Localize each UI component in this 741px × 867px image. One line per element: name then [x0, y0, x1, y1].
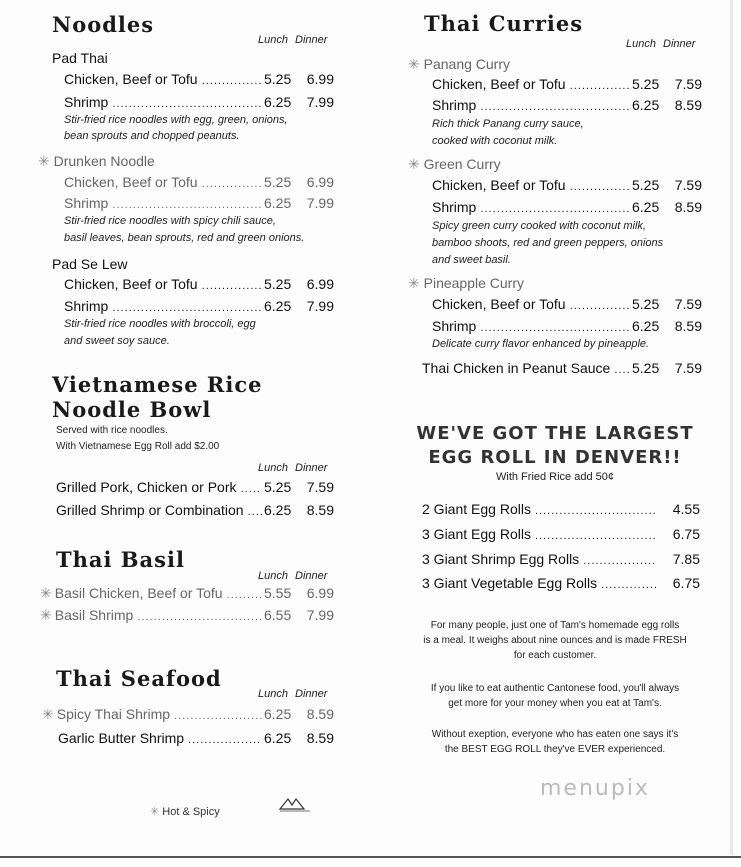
dinner-price: 7.59: [674, 177, 702, 193]
spicy-star-icon: ✳: [38, 153, 50, 169]
menu-row: [432, 197, 702, 217]
legend-hot-spicy: [150, 805, 220, 818]
pad-se-lew-name: Pad Se Lew: [52, 256, 128, 272]
note-line: Without exeption, everyone who has eaten one says it's: [431, 729, 679, 740]
thai-basil-title: Thai Basil: [56, 547, 185, 572]
dinner-price: 7.99: [306, 195, 334, 211]
item-description: Stir-fried rice noodles with broccoli, egg: [64, 318, 256, 330]
dinner-price: 7.59: [306, 479, 334, 495]
dinner-price: 8.59: [674, 97, 702, 113]
row-label: Chicken, Beef or Tofu .....: [64, 276, 262, 292]
lunch-price: 6.25: [264, 94, 292, 110]
lunch-price: 5.25: [264, 71, 292, 87]
eggroll-note-3: [400, 727, 710, 757]
drunken-noodle-name: [38, 151, 155, 171]
menu-row: [422, 358, 702, 378]
lunch-price: 5.25: [632, 177, 660, 193]
dinner-price: 8.59: [306, 706, 334, 722]
dinner-price: 6.99: [306, 174, 334, 190]
vietnamese-title-line1: Vietnamese Rice: [52, 372, 263, 397]
item-description: and sweet soy sauce.: [64, 335, 170, 347]
item-name-text: Green Curry: [423, 156, 501, 172]
note-line: the BEST EGG ROLL they've EVER experienced.: [444, 744, 666, 755]
lunch-price: 6.25: [632, 199, 660, 215]
row-label: Garlic Butter Shrimp .....: [58, 730, 262, 746]
noodles-lunch-header: Lunch: [258, 34, 288, 46]
row-label: Spicy Thai Shrimp .....: [57, 706, 262, 722]
row-label: Shrimp .....: [432, 97, 630, 113]
thai-curries-title: Thai Curries: [424, 11, 584, 36]
row-label: 2 Giant Egg Rolls .....: [422, 501, 656, 517]
lunch-price: 5.55: [264, 585, 292, 601]
lunch-price: 6.25: [264, 195, 292, 211]
eggroll-note-2: [400, 681, 710, 711]
lunch-price: 6.55: [264, 607, 292, 623]
lunch-price: 6.25: [632, 318, 660, 334]
menu-row: [432, 175, 702, 195]
row-label: Chicken, Beef or Tofu .....: [64, 71, 262, 87]
seafood-dinner-header: Dinner: [295, 688, 328, 700]
thai-seafood-title: Thai Seafood: [56, 666, 222, 691]
dinner-price: 6.99: [306, 585, 334, 601]
spicy-star-icon: ✳: [40, 606, 52, 623]
price: 6.75: [672, 575, 700, 591]
curries-lunch-header: Lunch: [626, 38, 656, 50]
vietnamese-lunch-header: Lunch: [258, 462, 288, 474]
note-line: If you like to eat authentic Cantonese food, you'll always: [430, 683, 680, 694]
item-name-text: Pineapple Curry: [423, 275, 525, 291]
menu-row: [432, 294, 702, 314]
dinner-price: 8.59: [674, 199, 702, 215]
item-description: basil leaves, bean sprouts, red and green onions.: [64, 232, 305, 244]
page-edge-shadow: [730, 0, 733, 855]
note-line: for each customer.: [513, 650, 597, 661]
item-description: cooked with coconut milk.: [432, 135, 558, 147]
row-label: Chicken, Beef or Tofu .....: [64, 174, 262, 190]
vietnamese-subtitle: With Vietnamese Egg Roll add $2.00: [56, 441, 220, 452]
lunch-price: 5.25: [264, 174, 292, 190]
dinner-price: 6.99: [306, 276, 334, 292]
menu-row: [64, 172, 334, 192]
dinner-price: 7.99: [306, 94, 334, 110]
spicy-star-icon: ✳: [42, 705, 54, 722]
row-label: Basil Chicken, Beef or Tofu .....: [55, 585, 262, 601]
logo-icon: [278, 795, 312, 815]
spicy-star-icon: ✳: [408, 56, 420, 72]
noodles-title: Noodles: [52, 12, 155, 37]
noodles-dinner-header: Dinner: [295, 34, 328, 46]
lunch-price: 6.25: [632, 97, 660, 113]
note-line: is a meal. It weighs about nine ounces and is made FRESH: [423, 635, 687, 646]
legend-text: Hot & Spicy: [162, 806, 220, 818]
row-label: 3 Giant Shrimp Egg Rolls .....: [422, 551, 656, 567]
menu-row: [42, 704, 334, 724]
row-label: Basil Shrimp .....: [55, 607, 262, 623]
row-label: Chicken, Beef or Tofu .....: [432, 296, 630, 312]
dinner-price: 7.59: [674, 76, 702, 92]
menu-row: [40, 583, 334, 603]
item-name-text: Drunken Noodle: [53, 153, 155, 169]
row-label: Grilled Pork, Chicken or Pork .....: [56, 479, 262, 495]
spicy-star-icon: ✳: [150, 806, 160, 818]
row-label: Shrimp .....: [432, 199, 630, 215]
spicy-star-icon: ✳: [40, 584, 52, 601]
item-description: Rich thick Panang curry sauce,: [432, 118, 584, 130]
lunch-price: 6.25: [264, 298, 292, 314]
menu-row: [64, 296, 334, 316]
price: 7.85: [672, 551, 700, 567]
vietnamese-subtitle: Served with rice noodles.: [56, 425, 168, 436]
dinner-price: 7.59: [674, 360, 702, 376]
seafood-lunch-header: Lunch: [258, 688, 288, 700]
eggroll-row: [422, 573, 700, 593]
basil-lunch-header: Lunch: [258, 570, 288, 582]
eggroll-row: [422, 499, 700, 519]
spicy-star-icon: ✳: [408, 156, 420, 172]
lunch-price: 6.25: [264, 502, 292, 518]
lunch-price: 6.25: [264, 706, 292, 722]
lunch-price: 5.25: [264, 276, 292, 292]
menu-row: [64, 69, 334, 89]
menu-row: [64, 92, 334, 112]
menu-row: [58, 728, 334, 748]
lunch-price: 6.25: [264, 730, 292, 746]
item-description: bean sprouts and chopped peanuts.: [64, 130, 240, 142]
basil-dinner-header: Dinner: [295, 570, 328, 582]
vietnamese-dinner-header: Dinner: [295, 462, 328, 474]
item-description: Delicate curry flavor enhanced by pineapple.: [432, 338, 650, 350]
lunch-price: 5.25: [264, 479, 292, 495]
row-label: Grilled Shrimp or Combination .....: [56, 502, 262, 518]
item-description: Stir-fried rice noodles with egg, green, onions,: [64, 114, 288, 126]
row-label: Thai Chicken in Peanut Sauce .....: [422, 360, 630, 376]
menu-row: [432, 316, 702, 336]
item-description: Stir-fried rice noodles with spicy chili sauce,: [64, 215, 276, 227]
dinner-price: 8.59: [306, 502, 334, 518]
menu-row: [40, 605, 334, 625]
eggroll-row: [422, 524, 700, 544]
dinner-price: 7.59: [674, 296, 702, 312]
price: 4.55: [672, 501, 700, 517]
row-label: Shrimp .....: [64, 195, 262, 211]
lunch-price: 5.25: [632, 360, 660, 376]
menu-row: [432, 95, 702, 115]
menu-row: [56, 500, 334, 520]
pad-thai-name: Pad Thai: [52, 50, 108, 66]
eggroll-note-1: [400, 618, 710, 663]
panang-curry-name: [408, 54, 510, 74]
dinner-price: 7.99: [306, 298, 334, 314]
menu-row: [56, 477, 334, 497]
curries-dinner-header: Dinner: [663, 38, 696, 50]
lunch-price: 5.25: [632, 76, 660, 92]
pineapple-curry-name: [408, 273, 524, 293]
note-line: get more for your money when you eat at Tam's.: [448, 698, 662, 709]
eggroll-headline-2: EGG ROLL IN DENVER!!: [428, 447, 682, 468]
dinner-price: 6.99: [306, 71, 334, 87]
item-description: bamboo shoots, red and green peppers, onions: [432, 237, 664, 249]
eggroll-headline-1: WE'VE GOT THE LARGEST: [416, 423, 694, 444]
dinner-price: 7.99: [306, 607, 334, 623]
spicy-star-icon: ✳: [408, 275, 420, 291]
eggroll-row: [422, 549, 700, 569]
item-description: Spicy green curry cooked with coconut milk,: [432, 220, 646, 232]
watermark: menupix: [540, 776, 650, 801]
dinner-price: 8.59: [306, 730, 334, 746]
menu-row: [64, 193, 334, 213]
bottom-rule: [0, 856, 741, 858]
row-label: Shrimp .....: [432, 318, 630, 334]
row-label: Shrimp .....: [64, 298, 262, 314]
vietnamese-title-line2: Noodle Bowl: [52, 397, 212, 422]
row-label: Shrimp .....: [64, 94, 262, 110]
dinner-price: 8.59: [674, 318, 702, 334]
row-label: Chicken, Beef or Tofu .....: [432, 177, 630, 193]
menu-row: [64, 274, 334, 294]
lunch-price: 5.25: [632, 296, 660, 312]
eggroll-subtitle: With Fried Rice add 50¢: [496, 471, 614, 483]
price: 6.75: [672, 526, 700, 542]
green-curry-name: [408, 154, 501, 174]
note-line: For many people, just one of Tam's homemade egg rolls: [430, 620, 680, 631]
row-label: 3 Giant Vegetable Egg Rolls .....: [422, 575, 656, 591]
item-name-text: Panang Curry: [423, 56, 511, 72]
row-label: 3 Giant Egg Rolls .....: [422, 526, 656, 542]
row-label: Chicken, Beef or Tofu .....: [432, 76, 630, 92]
item-description: and sweet basil.: [432, 254, 511, 266]
menu-row: [432, 74, 702, 94]
